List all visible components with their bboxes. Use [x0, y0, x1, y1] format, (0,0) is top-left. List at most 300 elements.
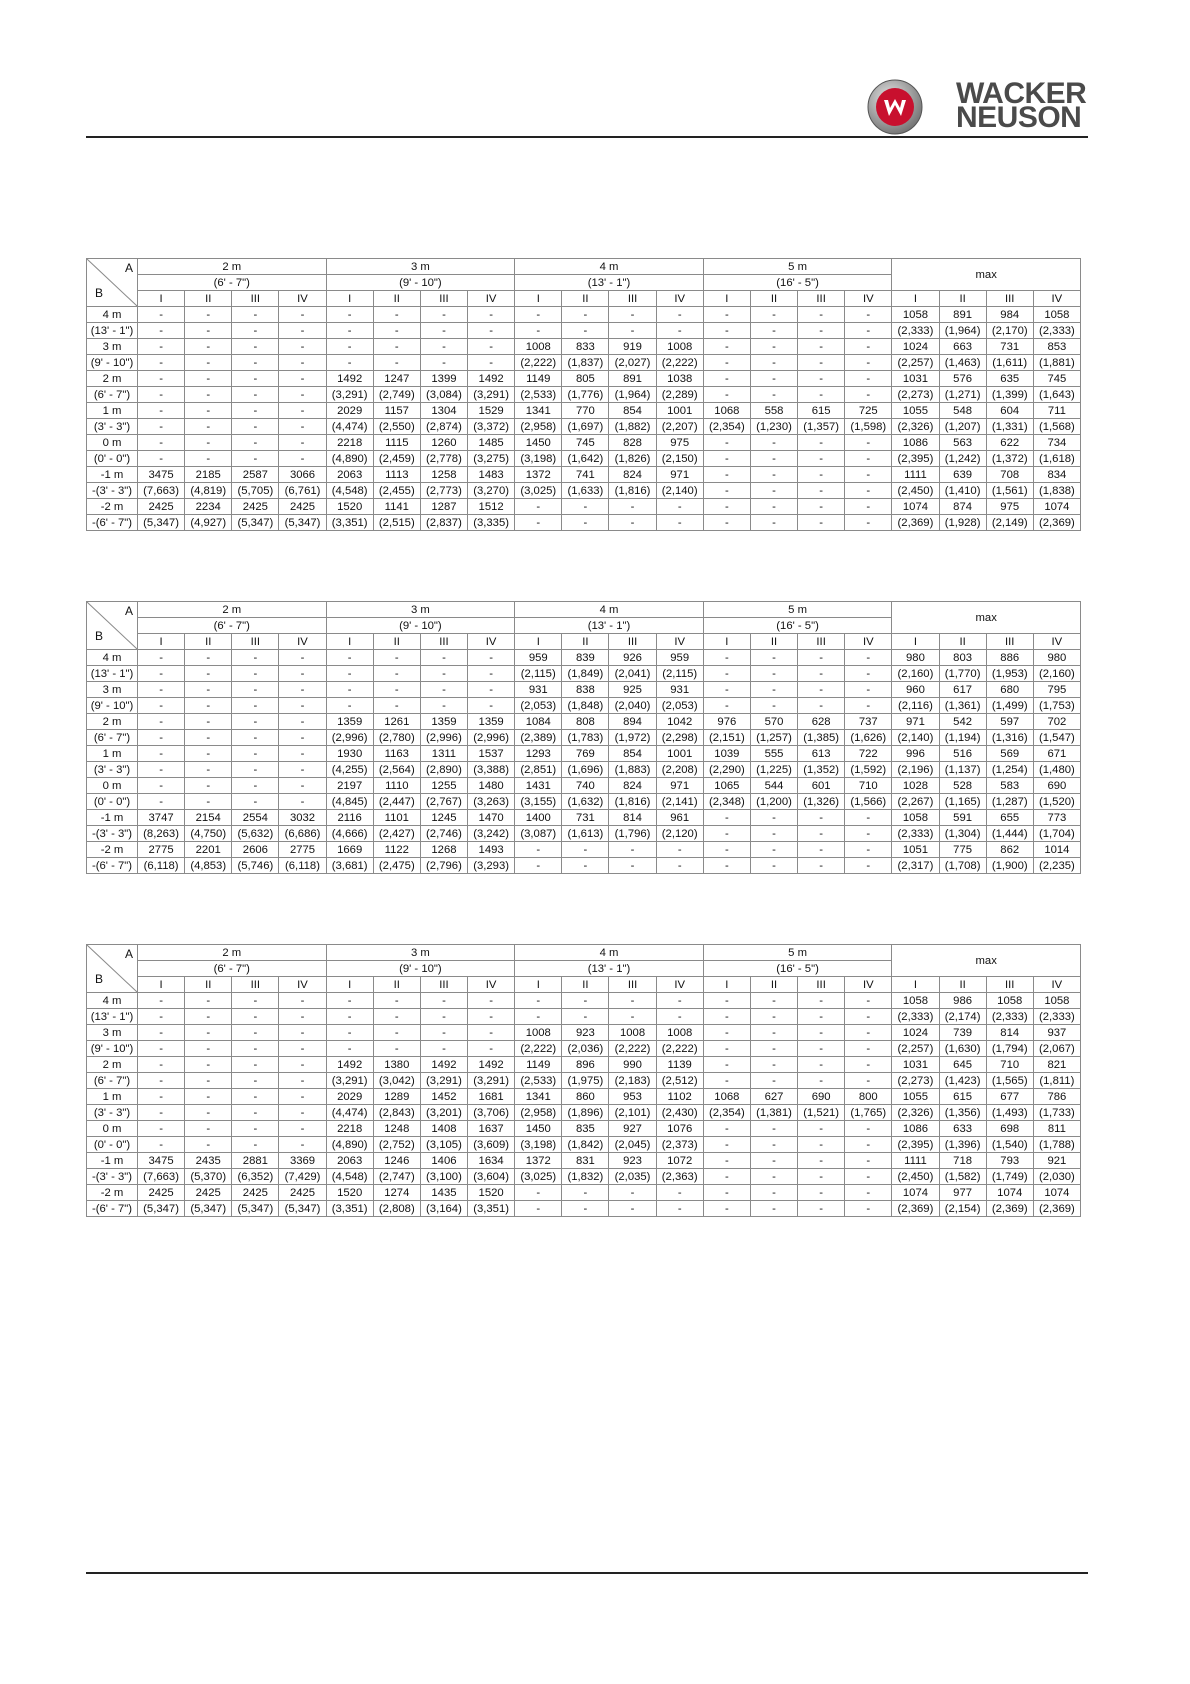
load-value-cell: 702 [1033, 714, 1080, 730]
column-group-meters: 2 m [138, 602, 327, 618]
corner-cell [87, 259, 138, 307]
load-value-cell: - [703, 698, 750, 714]
load-value-cell: (1,499) [986, 698, 1033, 714]
load-value-cell: 597 [986, 714, 1033, 730]
load-value-cell: (1,582) [939, 1169, 986, 1185]
roman-subheader: II [750, 977, 797, 993]
load-value-cell: - [750, 698, 797, 714]
load-value-cell: - [468, 1041, 515, 1057]
load-value-cell: (2,808) [373, 1201, 420, 1217]
load-value-cell: 639 [939, 467, 986, 483]
load-value-cell: - [656, 307, 703, 323]
load-value-cell: - [798, 1121, 845, 1137]
roman-subheader: III [232, 977, 279, 993]
load-value-cell: - [185, 1137, 232, 1153]
load-value-cell: 739 [939, 1025, 986, 1041]
load-value-cell: - [798, 666, 845, 682]
table-row [87, 778, 1081, 794]
load-value-cell: 919 [609, 339, 656, 355]
load-value-cell: (2,267) [892, 794, 939, 810]
load-value-cell: 1341 [515, 403, 562, 419]
load-value-cell: - [232, 307, 279, 323]
load-value-cell: - [656, 323, 703, 339]
table-row [87, 1073, 1081, 1089]
load-value-cell: (3,201) [420, 1105, 467, 1121]
brand-wordmark [956, 77, 1087, 134]
load-value-cell: (3,372) [468, 419, 515, 435]
load-value-cell: (6,761) [279, 483, 326, 499]
table-row [87, 355, 1081, 371]
load-value-cell: - [750, 515, 797, 531]
load-value-cell: - [845, 499, 892, 515]
load-value-cell: 570 [750, 714, 797, 730]
load-value-cell: (1,540) [986, 1137, 1033, 1153]
load-value-cell: (1,230) [750, 419, 797, 435]
load-value-cell: - [373, 682, 420, 698]
load-value-cell: 1537 [468, 746, 515, 762]
load-value-cell: - [232, 435, 279, 451]
load-value-cell: 854 [609, 403, 656, 419]
load-value-cell: - [138, 730, 185, 746]
load-value-cell: - [420, 1025, 467, 1041]
load-value-cell: (2,796) [420, 858, 467, 874]
load-value-cell: - [750, 842, 797, 858]
load-value-cell: 627 [750, 1089, 797, 1105]
load-value-cell: - [232, 1073, 279, 1089]
load-value-cell: (2,222) [656, 1041, 703, 1057]
roman-subheader: III [798, 977, 845, 993]
roman-subheader: II [939, 634, 986, 650]
load-value-cell: (2,045) [609, 1137, 656, 1153]
load-value-cell: - [420, 1009, 467, 1025]
roman-subheader: I [515, 634, 562, 650]
load-value-cell: - [750, 435, 797, 451]
load-value-cell: (2,996) [420, 730, 467, 746]
load-value-cell: 3747 [138, 810, 185, 826]
load-value-cell: (3,351) [326, 515, 373, 531]
load-value-cell: (2,767) [420, 794, 467, 810]
load-value-cell: (4,890) [326, 451, 373, 467]
load-value-cell: 1480 [468, 778, 515, 794]
load-value-cell: (2,333) [892, 323, 939, 339]
row-height-label: (0' - 0") [87, 1137, 138, 1153]
load-value-cell: - [138, 371, 185, 387]
load-value-cell: (1,837) [562, 355, 609, 371]
roman-subheader: III [798, 634, 845, 650]
load-value-cell: (2,369) [892, 515, 939, 531]
load-value-cell: - [798, 1041, 845, 1057]
load-value-cell: (2,430) [656, 1105, 703, 1121]
load-value-cell: 971 [656, 778, 703, 794]
header-row-roman [87, 291, 1081, 307]
table-row [87, 1089, 1081, 1105]
load-value-cell: (2,317) [892, 858, 939, 874]
roman-subheader: III [986, 291, 1033, 307]
load-value-cell: 1051 [892, 842, 939, 858]
roman-subheader: IV [468, 977, 515, 993]
load-value-cell: (1,848) [562, 698, 609, 714]
load-value-cell: (5,347) [138, 1201, 185, 1217]
table-row [87, 1137, 1081, 1153]
row-height-label: 0 m [87, 1121, 138, 1137]
load-value-cell: (2,363) [656, 1169, 703, 1185]
load-value-cell: - [279, 371, 326, 387]
load-value-cell: 1058 [1033, 307, 1080, 323]
load-value-cell: 591 [939, 810, 986, 826]
table-row [87, 435, 1081, 451]
roman-subheader: II [939, 291, 986, 307]
load-value-cell: 1024 [892, 339, 939, 355]
load-value-cell: 891 [939, 307, 986, 323]
load-value-cell: - [562, 515, 609, 531]
load-value-cell: 927 [609, 1121, 656, 1137]
load-value-cell: 835 [562, 1121, 609, 1137]
load-value-cell: (1,881) [1033, 355, 1080, 371]
load-value-cell: - [185, 355, 232, 371]
load-value-cell: 2554 [232, 810, 279, 826]
load-value-cell: 1258 [420, 467, 467, 483]
load-value-cell: 690 [1033, 778, 1080, 794]
roman-subheader: III [420, 634, 467, 650]
load-value-cell: (1,331) [986, 419, 1033, 435]
load-value-cell: (2,116) [892, 698, 939, 714]
load-value-cell: - [562, 1201, 609, 1217]
load-value-cell: 2218 [326, 435, 373, 451]
roman-subheader: II [185, 291, 232, 307]
load-value-cell: - [515, 515, 562, 531]
load-value-cell: (1,928) [939, 515, 986, 531]
load-value-cell: - [468, 1009, 515, 1025]
load-value-cell: (2,041) [609, 666, 656, 682]
load-value-cell: - [232, 1121, 279, 1137]
load-value-cell: 831 [562, 1153, 609, 1169]
load-value-cell: (2,837) [420, 515, 467, 531]
row-height-label: (6' - 7") [87, 730, 138, 746]
load-value-cell: - [468, 698, 515, 714]
load-value-cell: (3,291) [326, 1073, 373, 1089]
load-value-cell: 1014 [1033, 842, 1080, 858]
load-value-cell: (1,643) [1033, 387, 1080, 403]
load-value-cell: - [798, 515, 845, 531]
load-value-cell: 516 [939, 746, 986, 762]
load-value-cell: 795 [1033, 682, 1080, 698]
row-height-label: -(6' - 7") [87, 515, 138, 531]
load-value-cell: (2,273) [892, 1073, 939, 1089]
load-value-cell: 1634 [468, 1153, 515, 1169]
load-value-cell: - [232, 1041, 279, 1057]
load-value-cell: - [515, 858, 562, 874]
load-value-cell: - [656, 1185, 703, 1201]
roman-subheader: I [138, 291, 185, 307]
load-value-cell: 1341 [515, 1089, 562, 1105]
load-value-cell: 2029 [326, 403, 373, 419]
column-group-feet: (6' - 7") [138, 618, 327, 634]
load-value-cell: - [138, 403, 185, 419]
load-value-cell: 1485 [468, 435, 515, 451]
load-value-cell: - [185, 1057, 232, 1073]
load-value-cell: 741 [562, 467, 609, 483]
load-value-cell: (2,369) [1033, 1201, 1080, 1217]
load-value-cell: (3,198) [515, 451, 562, 467]
load-value-cell: (2,395) [892, 451, 939, 467]
load-value-cell: 808 [562, 714, 609, 730]
load-value-cell: 3475 [138, 467, 185, 483]
brand-line-2: NEUSON [956, 101, 1082, 134]
load-value-cell: - [279, 746, 326, 762]
row-height-label: 2 m [87, 1057, 138, 1073]
load-value-cell: (1,385) [798, 730, 845, 746]
table-row [87, 730, 1081, 746]
load-value-cell: - [279, 650, 326, 666]
load-value-cell: - [798, 858, 845, 874]
load-value-cell: - [185, 387, 232, 403]
row-height-label: -(6' - 7") [87, 1201, 138, 1217]
load-value-cell: - [138, 323, 185, 339]
load-value-cell: - [138, 682, 185, 698]
load-value-cell: - [468, 1025, 515, 1041]
load-value-cell: (2,780) [373, 730, 420, 746]
load-value-cell: 2185 [185, 467, 232, 483]
load-value-cell: - [468, 682, 515, 698]
load-value-cell: - [279, 1009, 326, 1025]
load-value-cell: 1268 [420, 842, 467, 858]
load-value-cell: (1,883) [609, 762, 656, 778]
footer-rule [86, 1572, 1088, 1574]
load-value-cell: - [845, 1057, 892, 1073]
load-value-cell: 3032 [279, 810, 326, 826]
load-value-cell: 737 [845, 714, 892, 730]
load-value-cell: (6,118) [138, 858, 185, 874]
load-value-cell: 975 [656, 435, 703, 451]
load-value-cell: - [845, 515, 892, 531]
max-header: max [892, 602, 1081, 634]
load-value-cell: (2,196) [892, 762, 939, 778]
load-value-cell: (5,347) [232, 1201, 279, 1217]
load-value-cell: 1058 [892, 810, 939, 826]
load-value-cell: - [798, 1073, 845, 1089]
load-value-cell: 980 [1033, 650, 1080, 666]
load-value-cell: 1435 [420, 1185, 467, 1201]
load-value-cell: 722 [845, 746, 892, 762]
load-value-cell: 1247 [373, 371, 420, 387]
load-value-cell: - [562, 1185, 609, 1201]
load-value-cell: - [750, 993, 797, 1009]
load-value-cell: 1255 [420, 778, 467, 794]
row-height-label: -1 m [87, 1153, 138, 1169]
load-value-cell: - [515, 307, 562, 323]
column-group-feet: (13' - 1") [515, 618, 704, 634]
load-value-cell: (2,208) [656, 762, 703, 778]
load-value-cell: 800 [845, 1089, 892, 1105]
load-value-cell: 961 [656, 810, 703, 826]
load-value-cell: 1261 [373, 714, 420, 730]
load-value-cell: - [656, 993, 703, 1009]
load-value-cell: (5,347) [138, 515, 185, 531]
load-value-cell: - [138, 387, 185, 403]
load-value-cell: - [420, 666, 467, 682]
load-value-cell: (3,681) [326, 858, 373, 874]
load-value-cell: - [515, 993, 562, 1009]
column-group-meters: 3 m [326, 945, 515, 961]
load-value-cell: - [703, 1025, 750, 1041]
roman-subheader: III [420, 977, 467, 993]
column-group-feet: (6' - 7") [138, 275, 327, 291]
load-value-cell: (2,369) [892, 1201, 939, 1217]
load-value-cell: (3,291) [468, 387, 515, 403]
load-value-cell: (4,548) [326, 483, 373, 499]
load-value-cell: 655 [986, 810, 1033, 826]
table-row [87, 1201, 1081, 1217]
load-value-cell: - [185, 323, 232, 339]
load-value-cell: - [703, 355, 750, 371]
roman-subheader: III [232, 634, 279, 650]
load-value-cell: (1,381) [750, 1105, 797, 1121]
load-value-cell: - [750, 858, 797, 874]
load-value-cell: 1074 [1033, 499, 1080, 515]
load-value-cell: 1399 [420, 371, 467, 387]
load-value-cell: 1086 [892, 435, 939, 451]
load-value-cell: - [609, 307, 656, 323]
load-value-cell: - [232, 355, 279, 371]
column-group-feet: (13' - 1") [515, 275, 704, 291]
load-value-cell: (4,927) [185, 515, 232, 531]
corner-label-b: B [95, 629, 104, 643]
row-height-label: -(3' - 3") [87, 1169, 138, 1185]
load-value-cell: - [468, 323, 515, 339]
load-value-cell: 740 [562, 778, 609, 794]
load-value-cell: (1,463) [939, 355, 986, 371]
corner-cell [87, 945, 138, 993]
load-value-cell: - [798, 1009, 845, 1025]
load-value-cell: (1,749) [986, 1169, 1033, 1185]
load-value-cell: 731 [986, 339, 1033, 355]
load-value-cell: - [703, 858, 750, 874]
load-value-cell: - [232, 746, 279, 762]
load-value-cell: (2,459) [373, 451, 420, 467]
load-value-cell: - [185, 698, 232, 714]
load-value-cell: 1287 [420, 499, 467, 515]
load-value-cell: - [232, 778, 279, 794]
table-row [87, 826, 1081, 842]
load-value-cell: (1,547) [1033, 730, 1080, 746]
header-row-meters [87, 945, 1081, 961]
load-value-cell: (2,222) [515, 355, 562, 371]
load-value-cell: (1,304) [939, 826, 986, 842]
load-value-cell: - [279, 419, 326, 435]
table-row [87, 1041, 1081, 1057]
load-value-cell: (1,561) [986, 483, 1033, 499]
load-value-cell: - [703, 1041, 750, 1057]
load-value-cell: 1001 [656, 746, 703, 762]
load-value-cell: - [185, 1105, 232, 1121]
load-value-cell: (2,154) [939, 1201, 986, 1217]
load-value-cell: 708 [986, 467, 1033, 483]
load-value-cell: 775 [939, 842, 986, 858]
load-value-cell: 931 [515, 682, 562, 698]
load-value-cell: (7,663) [138, 1169, 185, 1185]
corner-label-b: B [95, 972, 104, 986]
load-value-cell: 615 [939, 1089, 986, 1105]
row-height-label: 4 m [87, 993, 138, 1009]
load-value-cell: - [468, 355, 515, 371]
load-value-cell: 971 [892, 714, 939, 730]
load-value-cell: (6,352) [232, 1169, 279, 1185]
load-value-cell: - [279, 435, 326, 451]
load-value-cell: - [798, 339, 845, 355]
load-value-cell: - [468, 339, 515, 355]
load-value-cell: (3,293) [468, 858, 515, 874]
load-value-cell: (1,811) [1033, 1073, 1080, 1089]
load-value-cell: - [703, 467, 750, 483]
load-value-cell: (3,025) [515, 483, 562, 499]
load-value-cell: - [420, 323, 467, 339]
load-value-cell: - [185, 746, 232, 762]
load-value-cell: - [703, 1153, 750, 1169]
load-value-cell: 604 [986, 403, 1033, 419]
roman-subheader: IV [1033, 291, 1080, 307]
column-group-feet: (9' - 10") [326, 618, 515, 634]
table-row [87, 1057, 1081, 1073]
load-value-cell: - [656, 1009, 703, 1025]
load-value-cell: 555 [750, 746, 797, 762]
load-value-cell: - [703, 339, 750, 355]
table-row [87, 993, 1081, 1009]
load-value-cell: (1,765) [845, 1105, 892, 1121]
load-value-cell: - [326, 993, 373, 1009]
load-table-1 [86, 258, 1081, 531]
load-value-cell: (1,696) [562, 762, 609, 778]
load-value-cell: - [798, 650, 845, 666]
column-group-feet: (6' - 7") [138, 961, 327, 977]
load-value-cell: - [845, 993, 892, 1009]
load-value-cell: 725 [845, 403, 892, 419]
load-value-cell: - [420, 1041, 467, 1057]
load-value-cell: 853 [1033, 339, 1080, 355]
load-value-cell: - [138, 1121, 185, 1137]
load-value-cell: - [656, 499, 703, 515]
row-height-label: -(6' - 7") [87, 858, 138, 874]
load-value-cell: - [420, 698, 467, 714]
table-row [87, 467, 1081, 483]
table-row [87, 1105, 1081, 1121]
load-value-cell: 1038 [656, 371, 703, 387]
load-value-cell: 1058 [1033, 993, 1080, 1009]
load-value-cell: - [185, 714, 232, 730]
load-value-cell: - [703, 307, 750, 323]
load-value-cell: - [798, 1057, 845, 1073]
load-value-cell: (2,326) [892, 1105, 939, 1121]
brand-logo [866, 78, 1086, 136]
load-value-cell: (3,291) [468, 1073, 515, 1089]
roman-subheader: II [373, 291, 420, 307]
load-value-cell: - [138, 1073, 185, 1089]
load-value-cell: (2,222) [515, 1041, 562, 1057]
load-value-cell: 1245 [420, 810, 467, 826]
load-value-cell: (3,291) [326, 387, 373, 403]
load-value-cell: (1,816) [609, 483, 656, 499]
load-value-cell: (1,611) [986, 355, 1033, 371]
load-value-cell: - [138, 650, 185, 666]
load-value-cell: - [420, 355, 467, 371]
load-value-cell: - [703, 810, 750, 826]
load-value-cell: (1,598) [845, 419, 892, 435]
load-value-cell: 2425 [138, 499, 185, 515]
load-value-cell: 2425 [138, 1185, 185, 1201]
load-value-cell: (2,040) [609, 698, 656, 714]
load-value-cell: (4,666) [326, 826, 373, 842]
load-value-cell: - [562, 993, 609, 1009]
row-height-label: -2 m [87, 842, 138, 858]
